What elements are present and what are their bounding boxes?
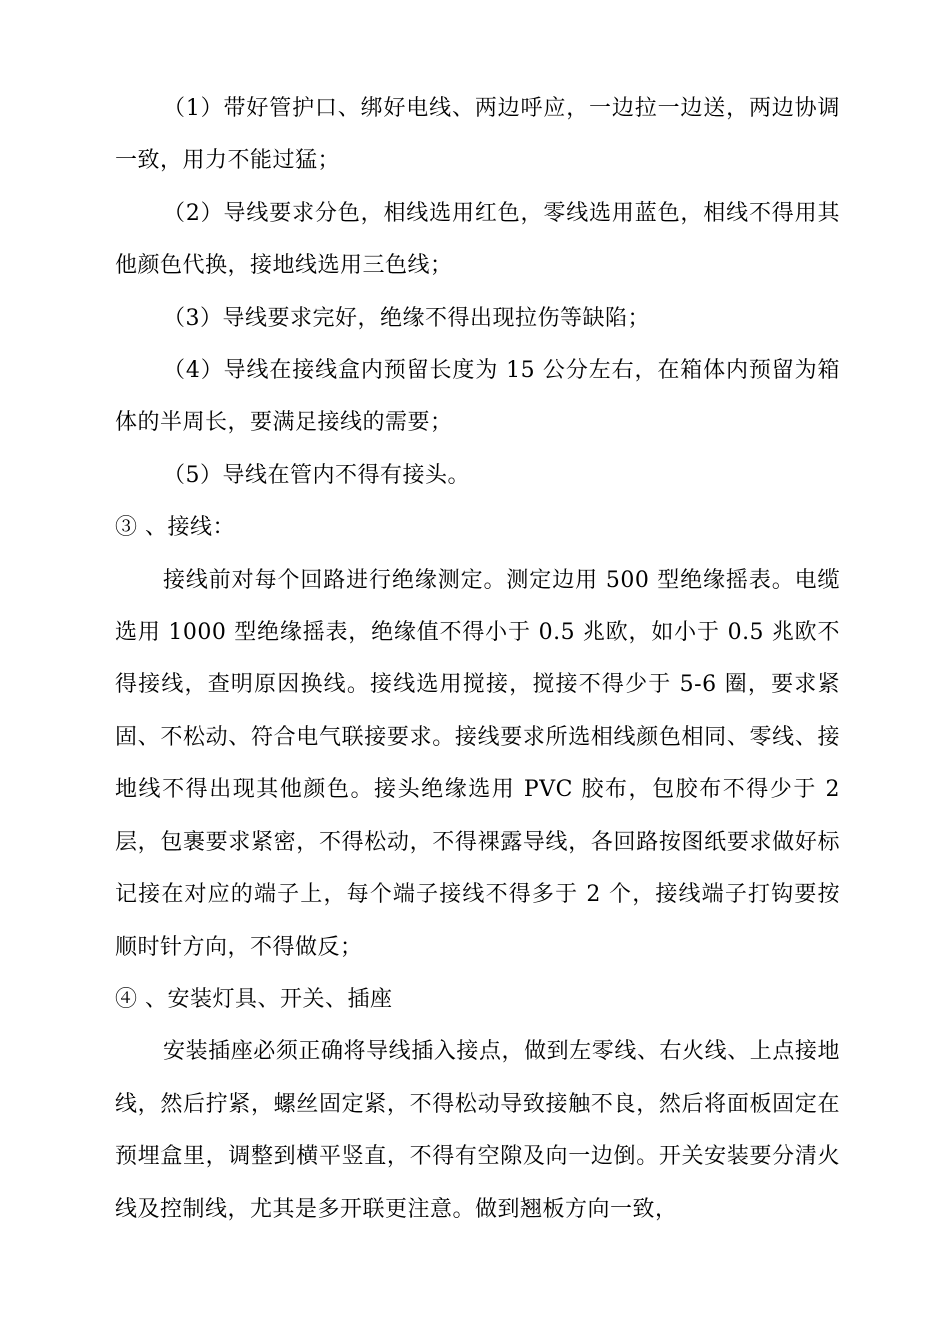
paragraph-wiring: 接线前对每个回路进行绝缘测定。测定边用 500 型绝缘摇表。电缆选用 1000 型绝缘摇表，绝缘值不得小于 0.5 兆欧，如小于 0.5 兆欧不得接线，查明原因换线。接线选用搅接，搅接不得少于 5-6 圈，要求紧固、不松动、符合电气联接要求。接线要求所选相线颜色相同、零线、接地线不得出现其他颜色。接头绝缘选用 PVC 胶布，包胶布不得少于 2 层，包裹要求紧密，不得松动，不得裸露导线，各回路按图纸要求做好标记接在对应的端子上，每个端子接线不得多于 2 个，接线端子打钩要按顺时针方向，不得做反； — [115, 567, 840, 960]
document-body — [115, 83, 840, 1236]
paragraph-item-5: （5）导线在管内不得有接头。 — [163, 462, 470, 488]
section-heading-installation: ④ 、安装灯具、开关、插座 — [115, 986, 393, 1012]
paragraph-installation: 安装插座必须正确将导线插入接点，做到左零线、右火线、上点接地线，然后拧紧，螺丝固定紧，不得松动导致接触不良，然后将面板固定在预埋盒里，调整到横平竖直，不得有空隙及向一边倒。开关安装要分清火线及控制线，尤其是多开联更注意。做到翘板方向一致， — [115, 1039, 840, 1222]
paragraph-item-2: （2）导线要求分色，相线选用红色，零线选用蓝色，相线不得用其他颜色代换，接地线选用三色线； — [115, 200, 840, 279]
paragraph-item-3: （3）导线要求完好，绝缘不得出现拉伤等缺陷； — [163, 305, 650, 331]
section-heading-wiring: ③ 、接线： — [115, 515, 235, 541]
paragraph-item-4: （4）导线在接线盒内预留长度为 15 公分左右，在箱体内预留为箱体的半周长，要满足接线的需要； — [115, 358, 840, 436]
paragraph-item-1: （1）带好管护口、绑好电线、两边呼应，一边拉一边送，两边协调一致，用力不能过猛； — [115, 96, 840, 174]
